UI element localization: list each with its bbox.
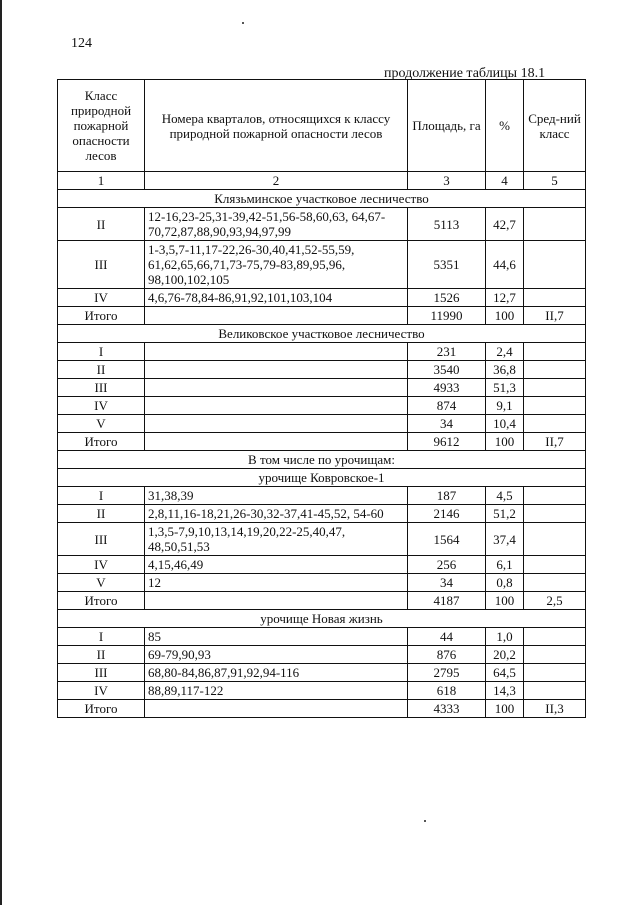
- scan-speck: [242, 22, 244, 24]
- class-cell: Итого: [58, 307, 145, 325]
- section-title: урочище Ковровское-1: [58, 469, 586, 487]
- percent-cell: 36,8: [486, 361, 524, 379]
- table-row: [58, 523, 586, 556]
- class-cell: III: [58, 664, 145, 682]
- quarters-cell: 85: [145, 628, 408, 646]
- area-cell: 1526: [408, 289, 486, 307]
- percent-cell: 20,2: [486, 646, 524, 664]
- percent-cell: 42,7: [486, 208, 524, 241]
- column-number: 4: [486, 172, 524, 190]
- percent-cell: 51,3: [486, 379, 524, 397]
- scan-edge: [0, 0, 2, 905]
- class-cell: IV: [58, 682, 145, 700]
- area-cell: 618: [408, 682, 486, 700]
- average-class-cell: II,7: [524, 433, 586, 451]
- class-cell: I: [58, 343, 145, 361]
- percent-cell: 9,1: [486, 397, 524, 415]
- area-cell: 4333: [408, 700, 486, 718]
- header-area: Площадь, га: [408, 80, 486, 172]
- percent-cell: 0,8: [486, 574, 524, 592]
- average-class-cell: [524, 415, 586, 433]
- quarters-cell: 12-16,23-25,31-39,42-51,56-58,60,63, 64,67-70,72,87,88,90,93,94,97,99: [145, 208, 408, 241]
- table-body: [58, 190, 586, 718]
- section-title-row: [58, 451, 586, 469]
- quarters-cell: 12: [145, 574, 408, 592]
- class-cell: IV: [58, 556, 145, 574]
- class-cell: V: [58, 574, 145, 592]
- average-class-cell: [524, 379, 586, 397]
- class-cell: I: [58, 487, 145, 505]
- class-cell: II: [58, 361, 145, 379]
- class-cell: III: [58, 523, 145, 556]
- area-cell: 4933: [408, 379, 486, 397]
- section-title-row: [58, 610, 586, 628]
- area-cell: 5113: [408, 208, 486, 241]
- total-row: [58, 433, 586, 451]
- fire-danger-table: [57, 79, 586, 718]
- quarters-cell: [145, 361, 408, 379]
- column-number: 3: [408, 172, 486, 190]
- area-cell: 2146: [408, 505, 486, 523]
- header-percent: %: [486, 80, 524, 172]
- class-cell: I: [58, 628, 145, 646]
- section-title: В том числе по урочищам:: [58, 451, 586, 469]
- section-title: урочище Новая жизнь: [58, 610, 586, 628]
- percent-cell: 51,2: [486, 505, 524, 523]
- percent-cell: 10,4: [486, 415, 524, 433]
- quarters-cell: 4,15,46,49: [145, 556, 408, 574]
- table-row: [58, 646, 586, 664]
- average-class-cell: [524, 664, 586, 682]
- table-row: [58, 289, 586, 307]
- area-cell: 231: [408, 343, 486, 361]
- average-class-cell: [524, 487, 586, 505]
- percent-cell: 37,4: [486, 523, 524, 556]
- section-title-row: [58, 190, 586, 208]
- total-row: [58, 307, 586, 325]
- percent-cell: 2,4: [486, 343, 524, 361]
- quarters-cell: 1-3,5,7-11,17-22,26-30,40,41,52-55,59, 61,62,65,66,71,73-75,79-83,89,95,96, 98,100,102,105: [145, 241, 408, 289]
- area-cell: 874: [408, 397, 486, 415]
- percent-cell: 100: [486, 433, 524, 451]
- section-title: Великовское участковое лесничество: [58, 325, 586, 343]
- percent-cell: 12,7: [486, 289, 524, 307]
- scan-speck: [424, 820, 426, 822]
- class-cell: Итого: [58, 700, 145, 718]
- table-row: [58, 415, 586, 433]
- average-class-cell: [524, 241, 586, 289]
- table-row: [58, 628, 586, 646]
- average-class-cell: 2,5: [524, 592, 586, 610]
- total-row: [58, 592, 586, 610]
- class-cell: II: [58, 505, 145, 523]
- section-title-row: [58, 325, 586, 343]
- average-class-cell: [524, 289, 586, 307]
- area-cell: 44: [408, 628, 486, 646]
- total-row: [58, 700, 586, 718]
- table-row: [58, 397, 586, 415]
- average-class-cell: [524, 574, 586, 592]
- table-row: [58, 505, 586, 523]
- table-row: [58, 379, 586, 397]
- class-cell: Итого: [58, 433, 145, 451]
- quarters-cell: [145, 397, 408, 415]
- percent-cell: 6,1: [486, 556, 524, 574]
- average-class-cell: II,7: [524, 307, 586, 325]
- quarters-cell: [145, 307, 408, 325]
- table-row: [58, 361, 586, 379]
- section-title-row: [58, 469, 586, 487]
- table-row: [58, 208, 586, 241]
- table-row: [58, 487, 586, 505]
- quarters-cell: [145, 433, 408, 451]
- section-title: Клязьминское участковое лесничество: [58, 190, 586, 208]
- percent-cell: 100: [486, 307, 524, 325]
- quarters-cell: 1,3,5-7,9,10,13,14,19,20,22-25,40,47, 48,50,51,53: [145, 523, 408, 556]
- table-row: [58, 682, 586, 700]
- table-row: [58, 556, 586, 574]
- class-cell: II: [58, 208, 145, 241]
- table-continuation-caption: продолжение таблицы 18.1: [384, 66, 546, 81]
- average-class-cell: [524, 505, 586, 523]
- quarters-cell: [145, 415, 408, 433]
- column-number: 2: [145, 172, 408, 190]
- table-row: [58, 343, 586, 361]
- percent-cell: 44,6: [486, 241, 524, 289]
- quarters-cell: 88,89,117-122: [145, 682, 408, 700]
- area-cell: 4187: [408, 592, 486, 610]
- class-cell: III: [58, 379, 145, 397]
- quarters-cell: 69-79,90,93: [145, 646, 408, 664]
- header-row: [58, 80, 586, 172]
- class-cell: II: [58, 646, 145, 664]
- class-cell: IV: [58, 397, 145, 415]
- quarters-cell: 68,80-84,86,87,91,92,94-116: [145, 664, 408, 682]
- class-cell: V: [58, 415, 145, 433]
- class-cell: Итого: [58, 592, 145, 610]
- percent-cell: 100: [486, 700, 524, 718]
- percent-cell: 100: [486, 592, 524, 610]
- area-cell: 3540: [408, 361, 486, 379]
- average-class-cell: [524, 646, 586, 664]
- average-class-cell: [524, 628, 586, 646]
- class-cell: III: [58, 241, 145, 289]
- table-row: [58, 664, 586, 682]
- area-cell: 5351: [408, 241, 486, 289]
- page-number: 124: [71, 36, 92, 51]
- area-cell: 11990: [408, 307, 486, 325]
- area-cell: 2795: [408, 664, 486, 682]
- percent-cell: 1,0: [486, 628, 524, 646]
- area-cell: 34: [408, 415, 486, 433]
- average-class-cell: [524, 556, 586, 574]
- percent-cell: 64,5: [486, 664, 524, 682]
- area-cell: 876: [408, 646, 486, 664]
- area-cell: 187: [408, 487, 486, 505]
- average-class-cell: [524, 361, 586, 379]
- header-average-class: Сред-ний класс: [524, 80, 586, 172]
- class-cell: IV: [58, 289, 145, 307]
- quarters-cell: 31,38,39: [145, 487, 408, 505]
- percent-cell: 14,3: [486, 682, 524, 700]
- average-class-cell: II,3: [524, 700, 586, 718]
- quarters-cell: [145, 379, 408, 397]
- header-quarters: Номера кварталов, относящихся к классу природной пожарной опасности лесов: [145, 80, 408, 172]
- area-cell: 9612: [408, 433, 486, 451]
- column-number: 5: [524, 172, 586, 190]
- quarters-cell: 4,6,76-78,84-86,91,92,101,103,104: [145, 289, 408, 307]
- average-class-cell: [524, 682, 586, 700]
- header-class: Класс природной пожарной опасности лесов: [58, 80, 145, 172]
- column-number-row: [58, 172, 586, 190]
- average-class-cell: [524, 208, 586, 241]
- table-row: [58, 241, 586, 289]
- area-cell: 34: [408, 574, 486, 592]
- percent-cell: 4,5: [486, 487, 524, 505]
- average-class-cell: [524, 397, 586, 415]
- area-cell: 256: [408, 556, 486, 574]
- average-class-cell: [524, 343, 586, 361]
- quarters-cell: [145, 700, 408, 718]
- table-row: [58, 574, 586, 592]
- quarters-cell: [145, 592, 408, 610]
- quarters-cell: 2,8,11,16-18,21,26-30,32-37,41-45,52, 54-60: [145, 505, 408, 523]
- column-number: 1: [58, 172, 145, 190]
- average-class-cell: [524, 523, 586, 556]
- area-cell: 1564: [408, 523, 486, 556]
- quarters-cell: [145, 343, 408, 361]
